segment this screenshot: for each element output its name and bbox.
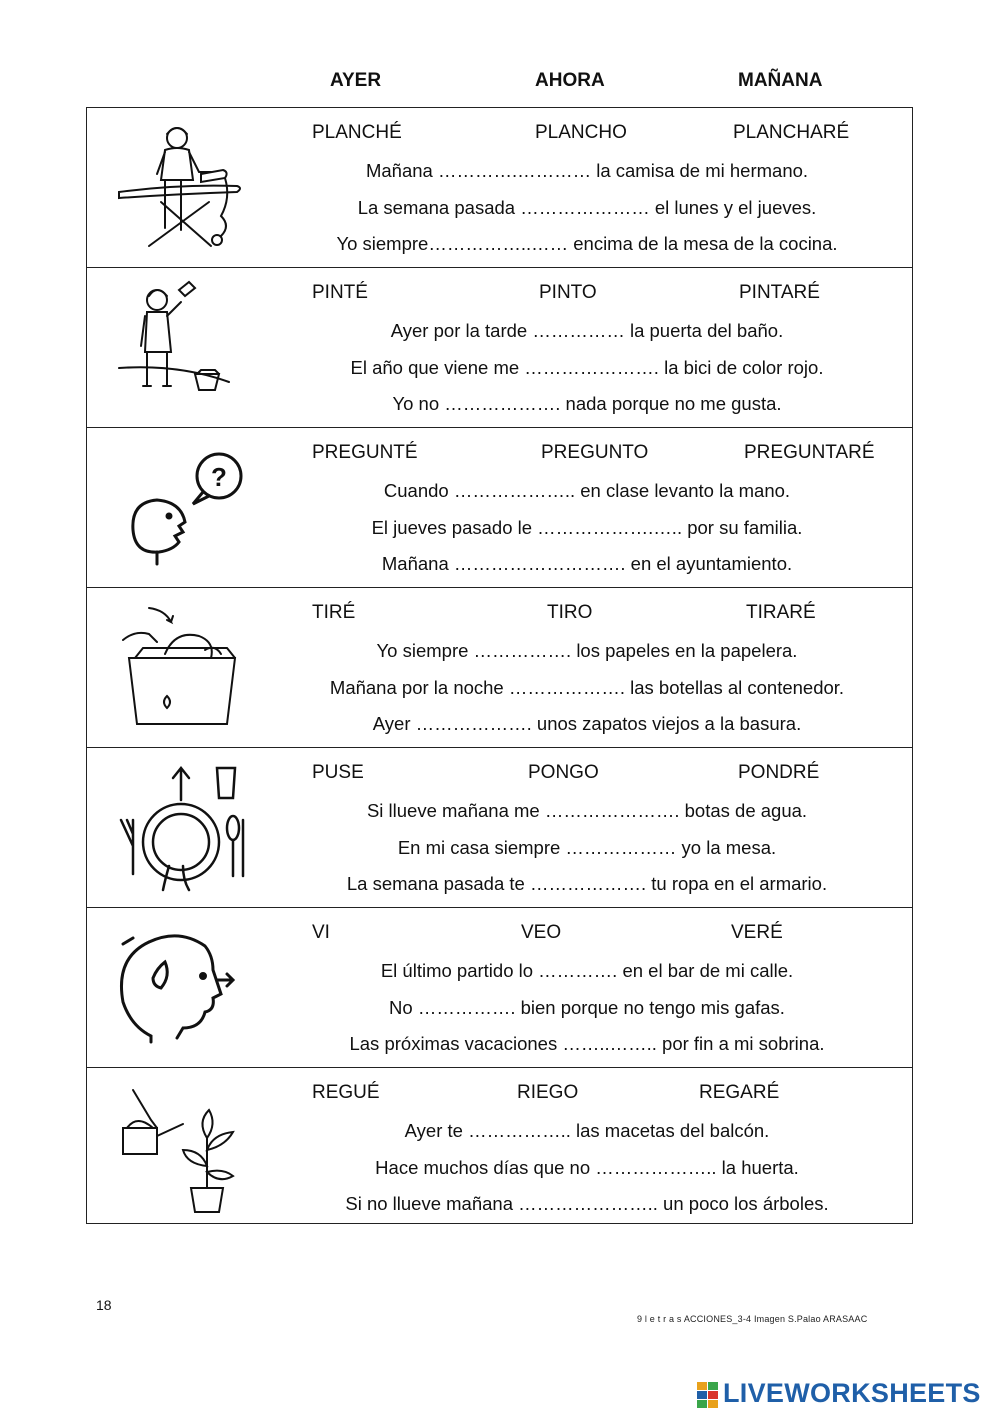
credit-line: 9 l e t r a s ACCIONES_3-4 Imagen S.Palao ARASAAC [637, 1314, 868, 1324]
sentence[interactable]: Hace muchos días que no ……………….. la huerta. [375, 1157, 799, 1178]
verb-forms [87, 602, 912, 626]
sentence[interactable]: La semana pasada ………………… el lunes y el jueves. [357, 197, 817, 218]
future-form: PONDRÉ [738, 762, 820, 783]
past-form: PUSE [312, 762, 364, 783]
page-number: 18 [96, 1297, 112, 1313]
future-form: PREGUNTARÉ [744, 442, 875, 463]
verb-forms [87, 122, 912, 146]
verb-forms [87, 282, 912, 306]
header-manana: MAÑANA [738, 70, 823, 91]
present-form: TIRO [547, 602, 593, 623]
sentence[interactable]: Mañana ………………………. en el ayuntamiento. [381, 553, 793, 574]
sentence[interactable]: Si llueve mañana me …………………. botas de agua. [366, 800, 808, 821]
sentence[interactable]: Ayer por la tarde …………… la puerta del baño. [390, 320, 784, 341]
verb-row-preguntar [87, 428, 912, 588]
present-form: VEO [521, 922, 562, 943]
sentence[interactable]: Si no llueve mañana ………………….. un poco los árboles. [345, 1193, 829, 1214]
verb-forms [87, 442, 912, 466]
present-form: PONGO [528, 762, 599, 783]
present-form: PREGUNTO [541, 442, 649, 463]
sentence[interactable]: En mi casa siempre ……………… yo la mesa. [397, 837, 777, 858]
future-form: TIRARÉ [746, 602, 816, 623]
sentence[interactable]: Cuando ……………….. en clase levanto la mano. [383, 480, 791, 501]
past-form: TIRÉ [312, 602, 356, 623]
verb-row-planchar [87, 108, 912, 268]
verb-row-poner [87, 748, 912, 908]
sentence[interactable]: El último partido lo …………. en el bar de mi calle. [380, 960, 794, 981]
verb-table [86, 107, 913, 1224]
present-form: PLANCHO [535, 122, 627, 143]
sentence[interactable]: Yo siempre ……………. los papeles en la papelera. [376, 640, 798, 661]
sentence[interactable]: Mañana ………….………… la camisa de mi hermano. [365, 160, 809, 181]
sentence[interactable]: El jueves pasado le ……………….….. por su familia. [371, 517, 803, 538]
verb-row-tirar [87, 588, 912, 748]
verb-row-ver [87, 908, 912, 1068]
header-ahora: AHORA [535, 70, 605, 91]
sentence[interactable]: Las próximas vacaciones ……..…….. por fin a mi sobrina. [349, 1033, 825, 1054]
verb-forms [87, 762, 912, 786]
column-headers [0, 70, 1000, 98]
svg-text:?: ? [211, 462, 227, 492]
sentence[interactable]: Ayer ………………. unos zapatos viejos a la basura. [372, 713, 802, 734]
present-form: RIEGO [517, 1082, 579, 1103]
sentence[interactable]: Ayer te …………….. las macetas del balcón. [404, 1120, 770, 1141]
future-form: PLANCHARÉ [733, 122, 850, 143]
sentence[interactable]: Yo no ………………. nada porque no me gusta. [392, 393, 782, 414]
future-form: REGARÉ [699, 1082, 780, 1103]
past-form: PLANCHÉ [312, 122, 402, 143]
sentence[interactable]: No ……………. bien porque no tengo mis gafas. [389, 997, 785, 1018]
future-form: PINTARÉ [739, 282, 820, 303]
sentence[interactable]: El año que viene me …………………. la bici de color rojo. [350, 357, 824, 378]
past-form: PINTÉ [312, 282, 368, 303]
past-form: VI [312, 922, 330, 943]
sentence[interactable]: Yo siempre……………..…… encima de la mesa de la cocina. [336, 233, 838, 254]
past-form: PREGUNTÉ [312, 442, 418, 463]
past-form: REGUÉ [312, 1082, 380, 1103]
verb-forms [87, 922, 912, 946]
future-form: VERÉ [731, 922, 783, 943]
verb-row-pintar [87, 268, 912, 428]
header-ayer: AYER [330, 70, 382, 91]
logo-cube-icon [697, 1382, 719, 1408]
logo-text: LIVEWORKSHEETS [723, 1378, 981, 1408]
verb-row-regar [87, 1068, 912, 1228]
present-form: PINTO [539, 282, 597, 303]
liveworksheets-logo[interactable] [697, 1378, 997, 1414]
sentence[interactable]: Mañana por la noche ………………. las botellas al contenedor. [329, 677, 845, 698]
sentence[interactable]: La semana pasada te ………………. tu ropa en el armario. [346, 873, 828, 894]
verb-forms [87, 1082, 912, 1106]
